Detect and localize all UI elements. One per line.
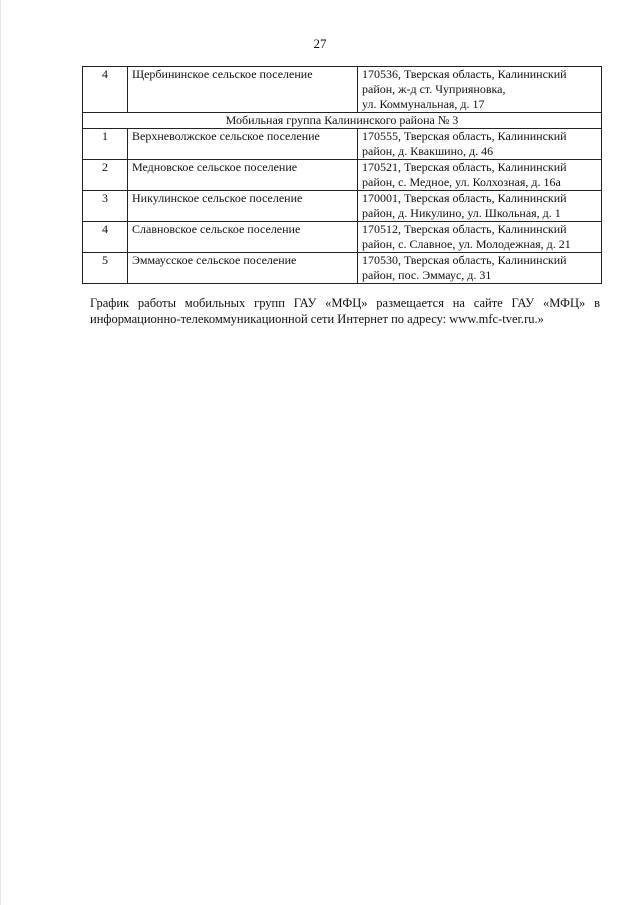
address-line: район, д. Никулино, ул. Школьная, д. 1 [362, 206, 561, 220]
settlements-table [82, 66, 602, 284]
settlement-address [358, 160, 602, 191]
table-row [83, 253, 602, 284]
table-row [83, 222, 602, 253]
settlement-name: Никулинское сельское поселение [128, 191, 358, 222]
group-header: Мобильная группа Калининского района № 3 [83, 113, 602, 129]
address-line: 170555, Тверская область, Калининский [362, 129, 567, 143]
address-line: 170001, Тверская область, Калининский [362, 191, 567, 205]
row-number: 5 [83, 253, 128, 284]
schedule-note: График работы мобильных групп ГАУ «МФЦ» размещается на сайте ГАУ «МФЦ» в информационно-телекоммуникационной сети Интернет по адресу: www.mfc-tver.ru.» [90, 296, 600, 326]
address-line: район, с. Славное, ул. Молодежная, д. 21 [362, 237, 571, 251]
address-line: 170512, Тверская область, Калининский [362, 222, 567, 236]
address-line: район, д. Квакшино, д. 46 [362, 144, 494, 158]
row-number: 1 [83, 129, 128, 160]
group-header-row [83, 113, 602, 129]
address-line: 170536, Тверская область, Калининский [362, 67, 567, 81]
table-row [83, 129, 602, 160]
page-number: 27 [313, 36, 327, 51]
settlement-address [358, 191, 602, 222]
settlement-name: Щербининское сельское поселение [128, 67, 358, 113]
settlement-address [358, 67, 602, 113]
settlement-address [358, 253, 602, 284]
row-number: 2 [83, 160, 128, 191]
settlement-name: Славновское сельское поселение [128, 222, 358, 253]
address-line: 170521, Тверская область, Калининский [362, 160, 567, 174]
settlement-name: Эммаусское сельское поселение [128, 253, 358, 284]
settlement-address [358, 129, 602, 160]
settlement-name: Верхневолжское сельское поселение [128, 129, 358, 160]
scan-edge [0, 0, 1, 905]
row-number: 3 [83, 191, 128, 222]
address-line: район, ж-д ст. Чуприяновка, [362, 82, 506, 96]
address-line: 170530, Тверская область, Калининский [362, 253, 567, 267]
table-row [83, 191, 602, 222]
address-line: район, с. Медное, ул. Колхозная, д. 16а [362, 175, 561, 189]
settlement-name: Медновское сельское поселение [128, 160, 358, 191]
row-number: 4 [83, 67, 128, 113]
row-number: 4 [83, 222, 128, 253]
settlement-address [358, 222, 602, 253]
table-row [83, 160, 602, 191]
address-line: район, пос. Эммаус, д. 31 [362, 268, 492, 282]
table-row [83, 67, 602, 113]
address-line: ул. Коммунальная, д. 17 [362, 97, 485, 111]
